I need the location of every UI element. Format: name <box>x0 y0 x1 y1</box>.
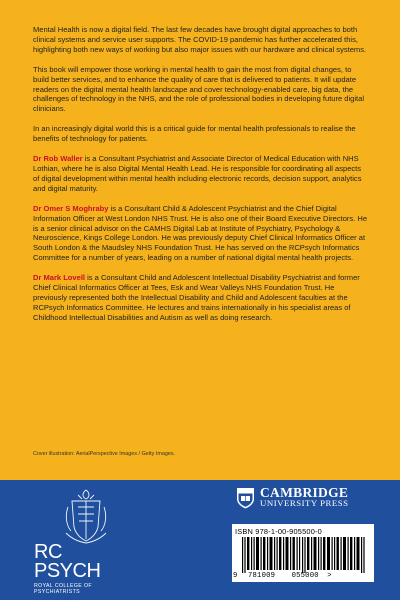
barcode-digit-group: 781009 <box>248 572 276 580</box>
publisher-press: UNIVERSITY PRESS <box>260 498 349 508</box>
author-bio-text: is a Consultant Child & Adolescent Psychiatrist and the Chief Digital Information Officer at West London NHS Trust. He is also one of their Board Executive Directors. He is a senior clinical advisor on the CAMHS Digital Lab at Institute of Psychiatry, Psychology & Neuroscience, Kings College London. He was previously deputy Chief Clinical Informatics Officer at South London & the Maudsley NHS Foundation Trust. He has served on the RCPsych Informatics Committee for a number of years, leading on a number of national digital mental health projects. <box>33 203 368 263</box>
isbn-label: ISBN 978-1-00-905500-0 <box>235 527 322 536</box>
cambridge-shield-icon <box>236 487 255 509</box>
rcpsych-logo-rc: RC <box>34 541 62 563</box>
author-bio-text: is a Consultant Psychiatrist and Associate Director of Medical Education with NHS Lothian, where he is also Digital Mental Health Lead. He is responsible for coordinating all aspects of digital development within mental health including electronic records, decision support, analytics and digital maturity. <box>33 154 362 193</box>
rcpsych-crest-icon <box>62 487 110 545</box>
author-name: Dr Omer S Moghraby <box>33 203 109 213</box>
author-bio <box>33 273 369 323</box>
barcode-digit-first: 9 <box>233 572 238 580</box>
blurb-paragraph: This book will empower those working in mental health to gain the most from digital changes, to build better services, and to enhance the quality of care that is delivered to patients. It will update readers on the digital mental health landscape and cover technology-enabled care, big data, the challenges of technology in the NHS, and the role of professional bodies in developing future digital clinicians. <box>33 64 365 114</box>
barcode-digit-group: 055000 <box>291 572 319 580</box>
rcpsych-college-line: ROYAL COLLEGE OF <box>34 583 92 589</box>
publisher-name: CAMBRIDGE <box>260 485 349 500</box>
barcode-digits <box>233 572 373 580</box>
cambridge-logo <box>236 486 378 510</box>
barcode-icon <box>242 537 368 573</box>
author-bio <box>33 154 369 194</box>
author-name: Dr Mark Lovell <box>33 273 86 283</box>
author-bio <box>33 204 369 263</box>
barcode-digit-end: > <box>327 572 332 580</box>
rcpsych-logo-psych: PSYCH <box>34 560 101 582</box>
blurb-text <box>33 25 369 333</box>
blurb-paragraph: Mental Health is now a digital field. The last few decades have brought digital approaches to both clinical systems and service user supports. The COVID-19 pandemic has further accelerated this, highlighting both new ways of working but also major issues with our hardware and clinical systems. <box>33 25 367 54</box>
rcpsych-logo <box>34 543 100 596</box>
rcpsych-college-line: PSYCHIATRISTS <box>34 589 81 596</box>
blurb-paragraph: In an increasingly digital world this is a critical guide for mental health professionals to realise the benefits of technology for patients. <box>33 124 356 144</box>
author-name: Dr Rob Waller <box>33 154 83 164</box>
cover-credit: Cover illustration: AerialPerspective Images / Getty Images. <box>33 451 176 457</box>
author-bio-text: is a Consultant Child and Adolescent Intellectual Disability Psychiatrist and former Chief Clinical Informatics Officer at Tees, Esk and Wear Valleys NHS Foundation Trust. He previously represented both the Intellectual Disability and Child and Adolescent faculties at the RCPsych Informatics Committee. He lectures and trains internationally in his specialist areas of Childhood Intellectual Disabilities and Autism as well as doing research. <box>33 273 360 322</box>
